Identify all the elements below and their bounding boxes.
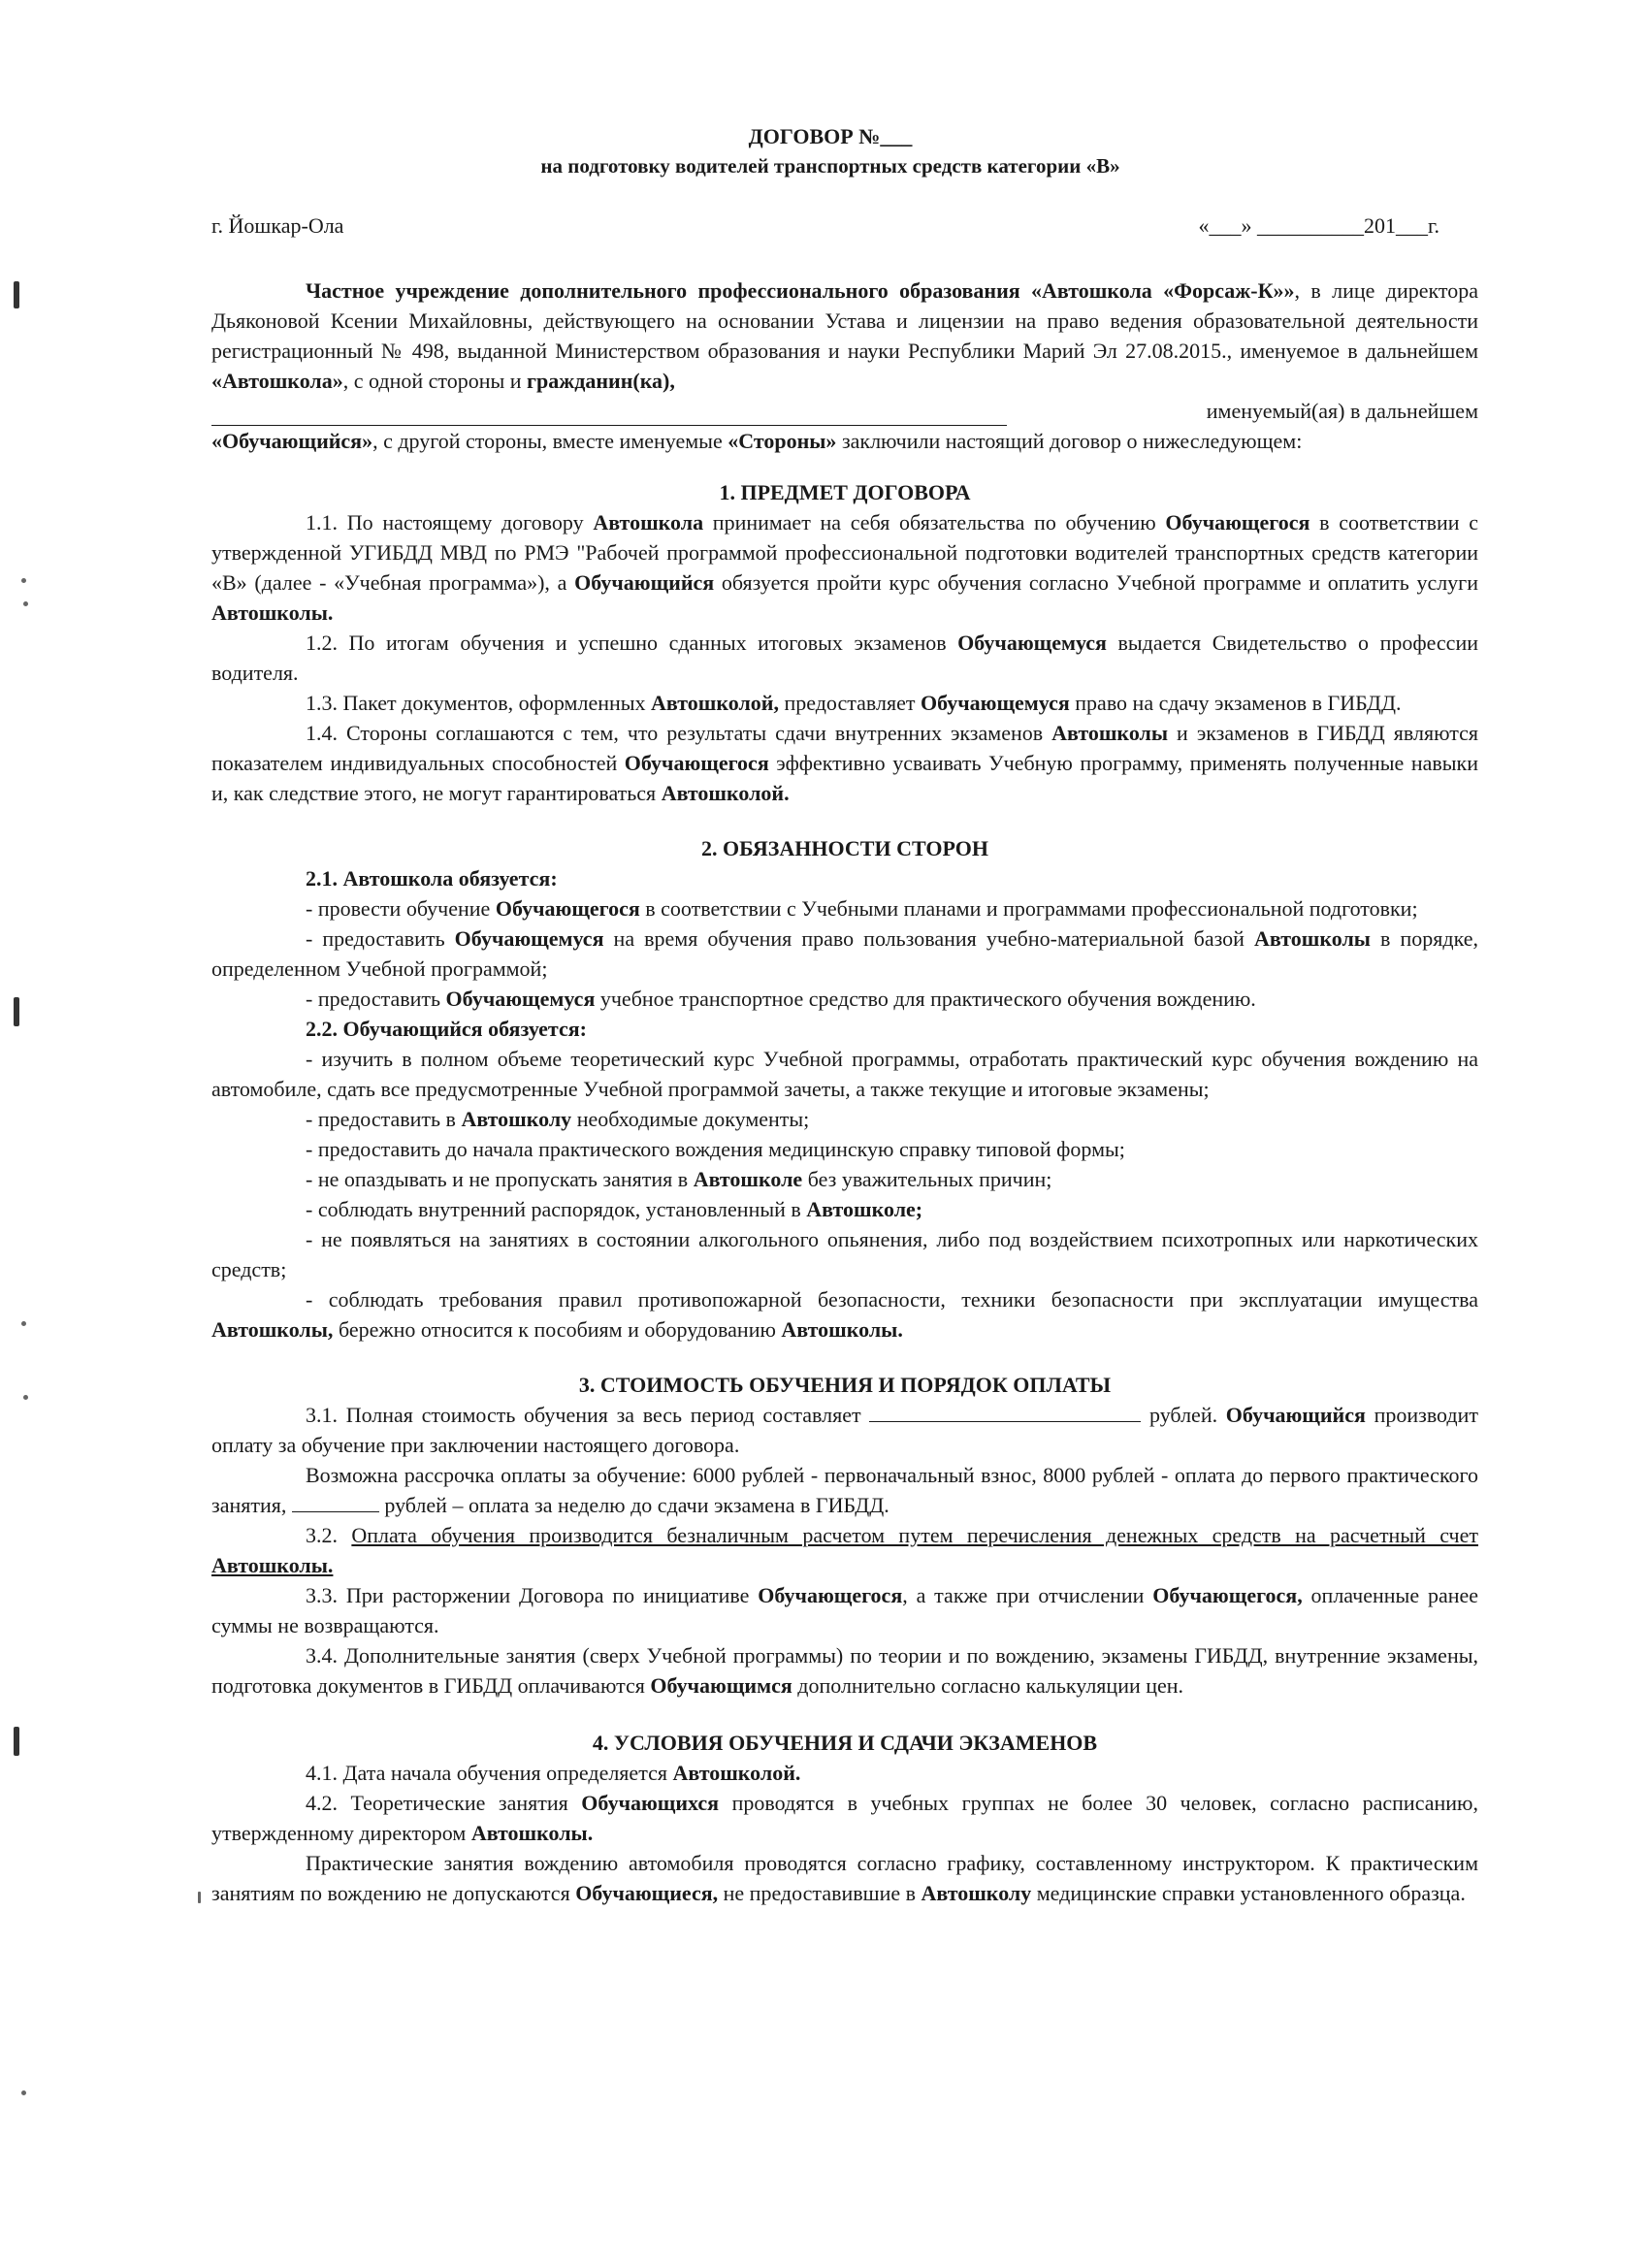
clause-4-practical: Практические занятия вождению автомобиля проводятся согласно графику, составленному инструктором. К практическим занятиям по вождению не допускаются Обучающиеся, не предоставившие в Автошколу медицинские справки установленного образца.: [211, 1851, 1478, 1905]
scan-speck: [21, 578, 26, 583]
scan-speck: [198, 1892, 201, 1903]
clause-2-2-item: - изучить в полном объеме теоретический курс Учебной программы, отработать практический курс обучения вождению на автомобиле, сдать все предусмотренные Учебной программой зачеты, а также текущие и итоговые экзамены;: [211, 1047, 1478, 1101]
contract-title: ДОГОВОР №___: [748, 124, 913, 148]
scan-mark: [14, 997, 19, 1026]
clause-2-1-item: - предоставить Обучающемуся на время обучения право пользования учебно-материальной базой Автошколы в порядке, определенном Учебной программой;: [211, 926, 1478, 981]
contract-date: «___» __________201___г.: [1198, 213, 1439, 238]
clause-1-3: 1.3. Пакет документов, оформленных Автошколой, предоставляет Обучающемуся право на сдачу экзаменов в ГИБДД.: [306, 691, 1402, 715]
clause-2-2: 2.2. Обучающийся обязуется:: [306, 1017, 587, 1041]
student-name-blank[interactable]: [211, 405, 1007, 426]
price-blank[interactable]: [869, 1402, 1141, 1422]
clause-1-2: 1.2. По итогам обучения и успешно сданных итоговых экзаменов Обучающемуся выдается Свидетельство о профессии водителя.: [211, 631, 1478, 685]
city: г. Йошкар-Ола: [211, 213, 344, 238]
clause-1-1: 1.1. По настоящему договору Автошкола принимает на себя обязательства по обучению Обучающегося в соответствии с утвержденной УГИБДД МВД по РМЭ "Рабочей программой профессиональной подготовки водителей транспортных средств категории «В» (далее - «Учебная программа»), а Обучающийся обязуется пройти курс обучения согласно Учебной программе и оплатить услуги Автошколы.: [211, 510, 1478, 625]
scan-speck: [23, 1395, 28, 1400]
contract-body: [211, 121, 1478, 1908]
clause-4-2: 4.2. Теоретические занятия Обучающихся проводятся в учебных группах не более 30 человек, согласно расписанию, утвержденному директором Автошколы.: [211, 1791, 1478, 1845]
scan-speck: [21, 2090, 26, 2095]
section-4-heading: 4. УСЛОВИЯ ОБУЧЕНИЯ И СДАЧИ ЭКЗАМЕНОВ: [592, 1731, 1098, 1755]
preamble-end: «Обучающийся», с другой стороны, вместе именуемые «Стороны» заключили настоящий договор о нижеследующем:: [211, 429, 1303, 453]
city-date-line: [211, 211, 1478, 241]
clause-2-2-item: - предоставить до начала практического вождения медицинскую справку типовой формы;: [306, 1137, 1125, 1161]
clause-2-1: 2.1. Автошкола обязуется:: [306, 866, 558, 891]
preamble: Частное учреждение дополнительного профессионального образования «Автошкола «Форсаж-К»», в лице директора Дьяконовой Ксении Михайловны, действующего на основании Устава и лицензии на право ведения образовательной деятельности регистрационный № 498, выданной Министерством образования и науки Республики Марий Эл 27.08.2015., именуемое в дальнейшем «Автошкола», с одной стороны и гражданин(ка),: [211, 278, 1478, 393]
clause-1-4: 1.4. Стороны соглашаются с тем, что результаты сдачи внутренних экзаменов Автошколы и экзаменов в ГИБДД являются показателем индивидуальных способностей Обучающегося эффективно усваивать Учебную программу, применять полученные навыки и, как следствие этого, не могут гарантироваться Автошколой.: [211, 721, 1478, 805]
clause-2-2-item: - не опаздывать и не пропускать занятия в Автошколе без уважительных причин;: [306, 1167, 1052, 1191]
scan-mark: [14, 1727, 19, 1756]
section-3-heading: 3. СТОИМОСТЬ ОБУЧЕНИЯ И ПОРЯДОК ОПЛАТЫ: [578, 1373, 1112, 1397]
clause-3-2: 3.2. Оплата обучения производится безналичным расчетом путем перечисления денежных средств на расчетный счет Автошколы.: [211, 1523, 1479, 1577]
clause-2-1-item: - предоставить Обучающемуся учебное транспортное средство для практического обучения вождению.: [306, 987, 1256, 1011]
org-name: Частное учреждение дополнительного профессионального образования «Автошкола «Форсаж-К»»: [306, 278, 1295, 303]
clause-2-2-item: - не появляться на занятиях в состоянии алкогольного опьянения, либо под воздействием психотропных или наркотических средств;: [211, 1227, 1478, 1281]
clause-2-2-item: - предоставить в Автошколу необходимые документы;: [306, 1107, 810, 1131]
clause-2-2-item: - соблюдать требования правил противопожарной безопасности, техники безопасности при эксплуатации имущества Автошколы, бережно относится к пособиям и оборудованию Автошколы.: [211, 1287, 1478, 1342]
contract-subtitle: на подготовку водителей транспортных средств категории «В»: [540, 154, 1120, 178]
section-2-heading: 2. ОБЯЗАННОСТИ СТОРОН: [700, 836, 988, 860]
scan-mark: [14, 281, 19, 308]
clause-2-1-item: - провести обучение Обучающегося в соответствии с Учебными планами и программами профессиональной подготовки;: [306, 896, 1418, 921]
clause-3-1: 3.1. Полная стоимость обучения за весь период составляет рублей. Обучающийся производит оплату за обучение при заключении настоящего договора.: [211, 1403, 1478, 1457]
section-1-heading: 1. ПРЕДМЕТ ДОГОВОРА: [719, 480, 971, 504]
installment-blank[interactable]: [292, 1492, 379, 1512]
clause-3-installment: Возможна рассрочка оплаты за обучение: 6000 рублей - первоначальный взнос, 8000 рублей - оплата до первого практического занятия, рублей – оплата за неделю до сдачи экзамена в ГИБДД.: [211, 1463, 1478, 1517]
clause-2-2-item: - соблюдать внутренний распорядок, установленный в Автошколе;: [306, 1197, 923, 1221]
clause-4-1: 4.1. Дата начала обучения определяется Автошколой.: [306, 1761, 801, 1785]
student-name-line: именуемый(ая) в дальнейшем: [211, 396, 1478, 426]
clause-3-3: 3.3. При расторжении Договора по инициативе Обучающегося, а также при отчислении Обучающегося, оплаченные ранее суммы не возвращаются.: [211, 1583, 1479, 1637]
clause-3-4: 3.4. Дополнительные занятия (сверх Учебной программы) по теории и по вождению, экзамены ГИБДД, внутренние экзамены, подготовка документов в ГИБДД оплачиваются Обучающимся дополнительно согласно калькуляции цен.: [211, 1643, 1478, 1698]
scan-speck: [23, 601, 28, 606]
scan-speck: [21, 1321, 26, 1326]
